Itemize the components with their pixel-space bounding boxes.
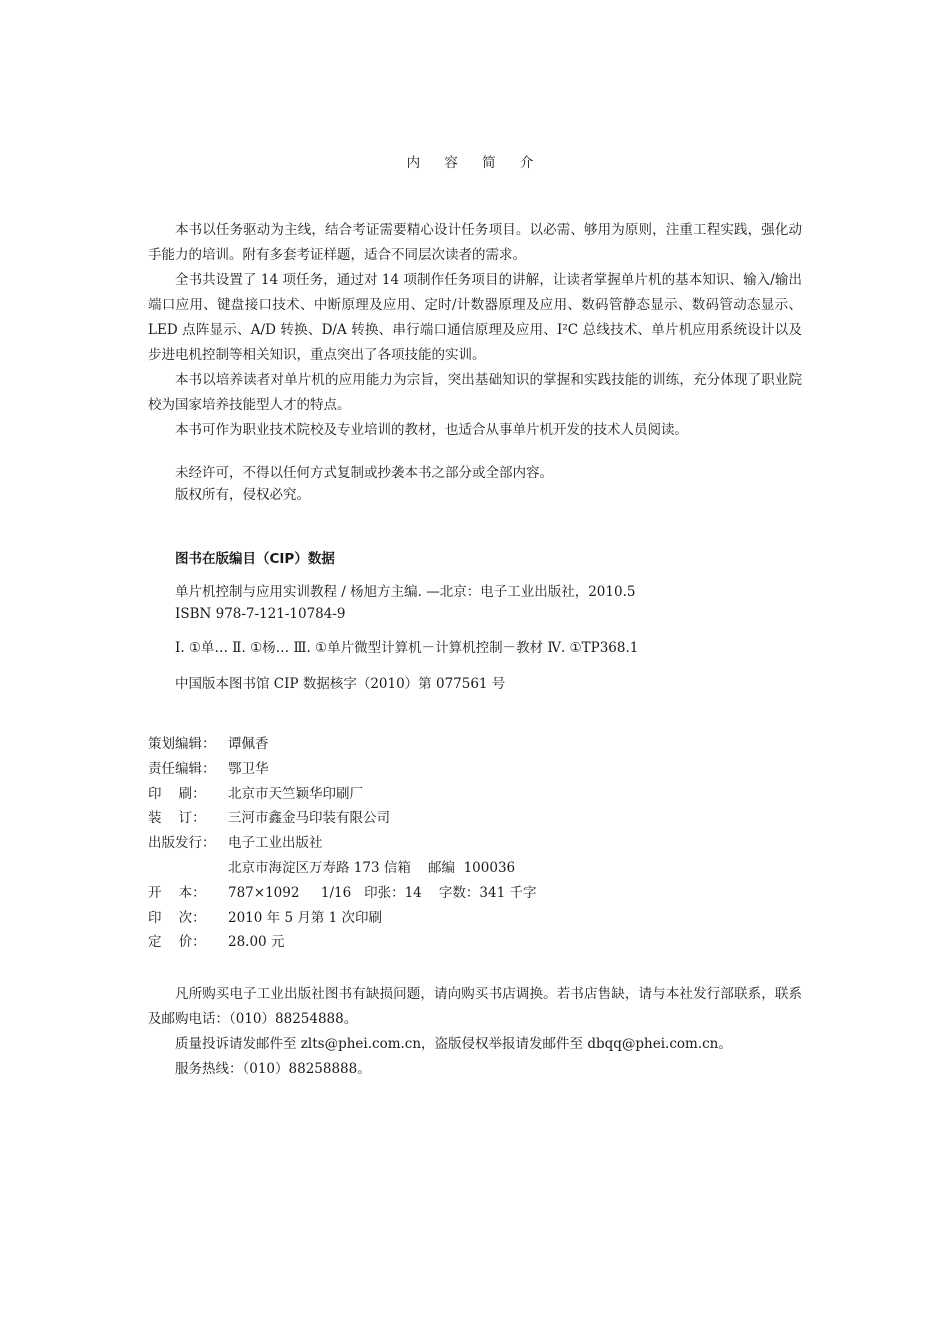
cip-core-number: 中国版本图书馆 CIP 数据核字（2010）第 077561 号 bbox=[175, 676, 506, 692]
summary-section bbox=[148, 218, 802, 443]
summary-paragraph: 全书共设置了 14 项任务，通过对 14 项制作任务项目的讲解，让读者掌握单片机的基本知识、输入/输出端口应用、键盘接口技术、中断原理及应用、定时/计数器原理及应用、数码管静态显示、数码管动态显示、LED 点阵显示、A/D 转换、D/A 转换、串行端口通信原理及应用、I²C 总线技术、单片机应用系统设计以及步进电机控制等相关知识，重点突出了各项技能的实训。 bbox=[148, 272, 802, 363]
notice-line: 版权所有，侵权必究。 bbox=[175, 487, 310, 503]
colophon-row bbox=[148, 732, 536, 757]
colophon-row bbox=[148, 856, 536, 881]
cip-record bbox=[175, 581, 635, 625]
colophon-row bbox=[148, 881, 536, 906]
cip-record-line: 单片机控制与应用实训教程 / 杨旭方主编. —北京：电子工业出版社，2010.5 bbox=[175, 584, 636, 600]
footer-paragraph: 质量投诉请发邮件至 zlts@phei.com.cn，盗版侵权举报请发邮件至 dbqq@phei.com.cn。 bbox=[175, 1036, 732, 1052]
colophon-value: 北京市海淀区万寿路 173 信箱 邮编 100036 bbox=[228, 859, 516, 876]
colophon-value: 北京市天竺颖华印刷厂 bbox=[228, 785, 363, 802]
purchase-notice bbox=[148, 982, 802, 1082]
colophon-value: 28.00 元 bbox=[228, 934, 285, 951]
footer-paragraph: 服务热线：（010）88258888。 bbox=[175, 1061, 371, 1077]
colophon bbox=[148, 732, 536, 955]
colophon-value: 三河市鑫金马印装有限公司 bbox=[228, 810, 390, 827]
summary-paragraph: 本书以培养读者对单片机的应用能力为宗旨，突出基础知识的掌握和实践技能的训练，充分体现了职业院校为国家培养技能型人才的特点。 bbox=[148, 372, 802, 413]
copyright-notice bbox=[175, 462, 553, 506]
summary-paragraph: 本书以任务驱动为主线，结合考证需要精心设计任务项目。以必需、够用为原则，注重工程实践，强化动手能力的培训。附有多套考证样题，适合不同层次读者的需求。 bbox=[148, 222, 802, 263]
notice-line: 未经许可，不得以任何方式复制或抄袭本书之部分或全部内容。 bbox=[175, 465, 553, 481]
colophon-row bbox=[148, 906, 536, 931]
footer-paragraph: 凡所购买电子工业出版社图书有缺损问题，请向购买书店调换。若书店售缺，请与本社发行部联系，联系及邮购电话：（010）88254888。 bbox=[148, 986, 802, 1027]
summary-paragraph: 本书可作为职业技术院校及专业培训的教材，也适合从事单片机开发的技术人员阅读。 bbox=[175, 422, 688, 438]
colophon-label: 策划编辑： bbox=[148, 736, 216, 752]
colophon-value: 787×1092 1/16 印张：14 字数：341 千字 bbox=[228, 884, 537, 901]
colophon-row bbox=[148, 930, 536, 955]
colophon-row bbox=[148, 757, 536, 782]
colophon-label: 出版发行： bbox=[148, 835, 216, 852]
colophon-label: 装 订： bbox=[148, 810, 206, 827]
colophon-label bbox=[148, 856, 228, 881]
colophon-value: 谭佩香 bbox=[228, 736, 269, 752]
colophon-label: 开 本： bbox=[148, 884, 206, 901]
colophon-label: 责任编辑： bbox=[148, 760, 216, 777]
colophon-row bbox=[148, 782, 536, 807]
colophon-label: 定 价： bbox=[148, 934, 206, 951]
colophon-label: 印 刷： bbox=[148, 785, 206, 802]
page-title: 内 容 简 介 bbox=[406, 155, 544, 171]
colophon-value: 电子工业出版社 bbox=[228, 835, 323, 852]
colophon-row bbox=[148, 806, 536, 831]
colophon-value: 鄂卫华 bbox=[228, 760, 269, 777]
colophon-value: 2010 年 5 月第 1 次印刷 bbox=[228, 909, 382, 926]
cip-classification: Ⅰ. ①单… Ⅱ. ①杨… Ⅲ. ①单片微型计算机－计算机控制－教材 Ⅳ. ①TP368.1 bbox=[175, 640, 639, 656]
colophon-label: 印 次： bbox=[148, 909, 206, 926]
cip-isbn: ISBN 978-7-121-10784-9 bbox=[175, 606, 346, 622]
colophon-row bbox=[148, 831, 536, 856]
cip-heading: 图书在版编目（CIP）数据 bbox=[175, 551, 335, 567]
